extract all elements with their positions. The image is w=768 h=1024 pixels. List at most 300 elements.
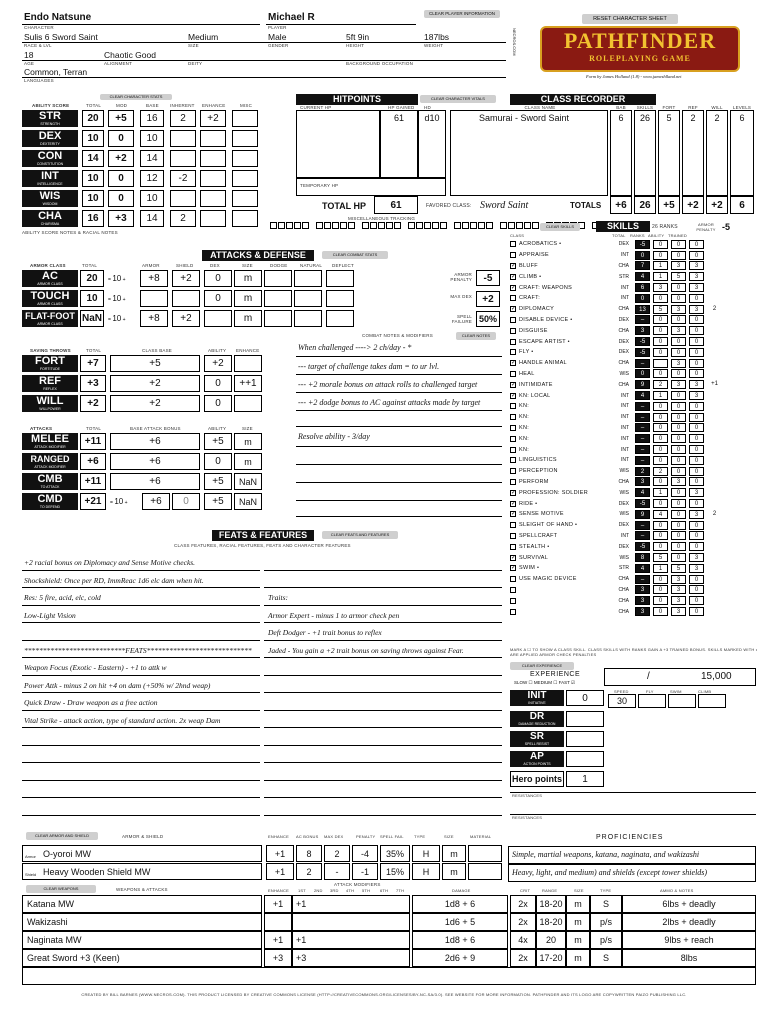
skill-class-checkbox[interactable]: ✓ xyxy=(511,511,517,518)
skill-misc[interactable] xyxy=(707,251,722,260)
skill-row[interactable] xyxy=(510,444,758,455)
ac-dex[interactable] xyxy=(204,310,232,327)
class-column-6[interactable] xyxy=(730,110,754,196)
ac-shield[interactable]: +2 xyxy=(172,310,200,327)
ability-mod[interactable]: 0 xyxy=(108,130,134,147)
skill-class-checkbox[interactable] xyxy=(510,436,516,442)
tracking-group[interactable] xyxy=(454,222,493,229)
weapon-range[interactable]: 18-20 xyxy=(536,895,566,913)
skill-row[interactable] xyxy=(510,541,758,552)
tracking-checkbox[interactable] xyxy=(524,222,531,229)
proficiencies-line-2[interactable]: Heavy, light, and medium) and shields (except tower shields) xyxy=(508,864,756,882)
skill-misc[interactable] xyxy=(707,283,722,292)
weapon-name-box[interactable] xyxy=(22,913,262,931)
skill-ranks[interactable]: 0 xyxy=(653,596,668,605)
skill-row[interactable] xyxy=(510,315,758,326)
skill-class-checkbox[interactable]: ✓ xyxy=(511,381,517,388)
tracking-checkbox[interactable] xyxy=(516,222,523,229)
skill-ranks[interactable]: 1 xyxy=(653,391,668,400)
skill-ranks[interactable]: 3 xyxy=(653,283,668,292)
attack-total[interactable]: +6 xyxy=(80,453,106,470)
skill-misc[interactable] xyxy=(707,542,722,551)
ac-total[interactable]: NaN xyxy=(80,310,104,327)
ac-natural[interactable] xyxy=(294,290,322,307)
skill-row[interactable] xyxy=(510,563,758,574)
tracking-checkbox[interactable] xyxy=(362,222,369,229)
ability-misc[interactable] xyxy=(232,170,258,187)
tracking-checkbox[interactable] xyxy=(302,222,309,229)
size-value[interactable]: Medium xyxy=(188,32,219,42)
weapon-enhance[interactable] xyxy=(264,913,292,931)
skill-class-checkbox[interactable]: ✓ xyxy=(511,273,517,280)
ability-mod[interactable]: +3 xyxy=(108,210,134,227)
weapon-notes[interactable]: 2lbs + deadly xyxy=(622,913,756,931)
ability-total[interactable]: 20 xyxy=(82,110,104,127)
tracking-checkbox[interactable] xyxy=(270,222,277,229)
skill-class-checkbox[interactable]: ✓ xyxy=(511,554,517,561)
skill-ranks[interactable]: 0 xyxy=(653,531,668,540)
weapon-damage[interactable]: 1d8 + 6 xyxy=(412,895,508,913)
ac-dex[interactable]: 0 xyxy=(204,270,232,287)
weapon-damage[interactable]: 1d8 + 6 xyxy=(412,931,508,949)
tracking-checkbox[interactable] xyxy=(416,222,423,229)
skill-misc[interactable] xyxy=(707,348,722,357)
weight-value[interactable]: 187lbs xyxy=(424,32,450,42)
ability-total[interactable]: 10 xyxy=(82,130,104,147)
skill-ranks[interactable]: 4 xyxy=(653,510,668,519)
combat-note-3[interactable]: --- +2 dodge bonus to AC against attacks made by target xyxy=(298,398,481,407)
armor-dex[interactable]: - xyxy=(324,863,350,880)
class-column-3[interactable] xyxy=(658,110,680,196)
favored-class-value[interactable]: Sword Saint xyxy=(480,200,529,211)
tracking-checkbox[interactable] xyxy=(324,222,331,229)
skill-class-checkbox[interactable] xyxy=(510,479,516,485)
save-total[interactable]: +3 xyxy=(80,375,106,392)
skill-ranks[interactable]: 0 xyxy=(653,434,668,443)
ability-enhance[interactable]: +2 xyxy=(200,110,226,127)
skill-misc[interactable] xyxy=(707,369,722,378)
skill-ranks[interactable]: 0 xyxy=(653,445,668,454)
skill-misc[interactable] xyxy=(707,467,722,476)
ability-inherent[interactable]: -2 xyxy=(170,170,196,187)
skill-class-checkbox[interactable] xyxy=(510,339,516,345)
skill-misc[interactable] xyxy=(707,564,722,573)
weapon-notes[interactable]: 8lbs xyxy=(622,949,756,967)
feat-right-5[interactable]: Jaded - You gain a +2 trait bonus on saving throws against Fear. xyxy=(268,646,464,655)
tracking-checkbox[interactable] xyxy=(424,222,431,229)
armor-enh[interactable]: +1 xyxy=(266,863,294,880)
save-enhance[interactable]: ++1 xyxy=(234,375,262,392)
tracking-checkbox[interactable] xyxy=(532,222,539,229)
climb-value[interactable] xyxy=(698,694,726,708)
hero-points-value[interactable]: 1 xyxy=(566,771,604,787)
skill-row[interactable] xyxy=(510,271,758,282)
tracking-checkbox[interactable] xyxy=(440,222,447,229)
weapon-notes[interactable]: 9lbs + reach xyxy=(622,931,756,949)
tracking-checkbox[interactable] xyxy=(340,222,347,229)
skill-misc[interactable] xyxy=(707,521,722,530)
tracking-checkbox[interactable] xyxy=(332,222,339,229)
clear-weapons-button[interactable]: CLEAR WEAPONS xyxy=(26,885,96,893)
skill-ranks[interactable]: 0 xyxy=(653,607,668,616)
xp-medium[interactable]: MEDIUM xyxy=(533,680,553,685)
combat-note-0[interactable]: When challenged ----> 2 ch/day - * xyxy=(298,343,412,352)
armor-sf[interactable]: 35% xyxy=(380,845,410,862)
skill-row[interactable] xyxy=(510,477,758,488)
skill-row[interactable] xyxy=(510,433,758,444)
skill-row[interactable] xyxy=(510,487,758,498)
tracking-checkbox[interactable] xyxy=(454,222,461,229)
skill-class-checkbox[interactable] xyxy=(510,522,516,528)
save-base[interactable]: +2 xyxy=(110,375,200,392)
clear-experience-button[interactable]: CLEAR EXPERIENCE xyxy=(510,662,574,670)
skill-misc[interactable] xyxy=(707,596,722,605)
reset-sheet-button[interactable]: RESET CHARACTER SHEET xyxy=(582,14,678,24)
languages-value[interactable]: Common, Terran xyxy=(24,67,88,77)
feat-right-3[interactable]: Armor Expert - minus 1 to armor check pen xyxy=(268,611,400,620)
ability-base[interactable]: 14 xyxy=(140,150,164,167)
feat-left-7[interactable]: Power Attk - minus 2 on hit +4 on dam (+50% w/ 2hnd weap) xyxy=(24,681,211,690)
skill-misc[interactable] xyxy=(707,531,722,540)
save-base[interactable]: +5 xyxy=(110,355,200,372)
ability-enhance[interactable] xyxy=(200,130,226,147)
tracking-checkbox[interactable] xyxy=(386,222,393,229)
skill-row[interactable] xyxy=(510,466,758,477)
skill-misc[interactable]: 2 xyxy=(712,510,717,517)
skill-ranks[interactable]: 0 xyxy=(653,315,668,324)
spell-failure-value[interactable]: 50% xyxy=(476,311,500,327)
armor-pen[interactable]: -1 xyxy=(352,863,378,880)
skill-misc[interactable] xyxy=(707,337,722,346)
xp-slow[interactable]: SLOW xyxy=(514,680,528,685)
ap-value[interactable] xyxy=(566,751,604,767)
skill-misc[interactable] xyxy=(707,445,722,454)
skill-class-checkbox[interactable] xyxy=(510,457,516,463)
weapon-range[interactable]: 18-20 xyxy=(536,913,566,931)
attack-total[interactable]: +11 xyxy=(80,433,106,450)
skill-class-checkbox[interactable] xyxy=(510,576,516,582)
fly-value[interactable] xyxy=(638,694,666,708)
skill-row[interactable] xyxy=(510,293,758,304)
tracking-checkbox[interactable] xyxy=(408,222,415,229)
armor-ac[interactable]: 8 xyxy=(296,845,322,862)
weapon-type[interactable]: S xyxy=(590,949,622,967)
weapon-attack-modifiers[interactable] xyxy=(292,949,410,967)
weapon-empty-row[interactable] xyxy=(22,967,756,985)
attack-size[interactable]: m xyxy=(234,433,262,450)
weapon-enhance[interactable]: +1 xyxy=(264,895,292,913)
ability-mod[interactable]: +5 xyxy=(108,110,134,127)
ability-enhance[interactable] xyxy=(200,210,226,227)
attack-ability[interactable]: 0 xyxy=(204,453,232,470)
weapon-crit[interactable]: 2x xyxy=(510,895,536,913)
skill-class-checkbox[interactable]: ✓ xyxy=(511,262,517,269)
tracking-checkbox[interactable] xyxy=(470,222,477,229)
skill-misc[interactable] xyxy=(707,553,722,562)
skill-class-checkbox[interactable] xyxy=(510,533,516,539)
weapon-type[interactable]: p/s xyxy=(590,913,622,931)
class-column-4[interactable] xyxy=(682,110,704,196)
skill-class-checkbox[interactable]: ✓ xyxy=(511,489,517,496)
weapon-enhance[interactable]: +3 xyxy=(264,949,292,967)
armor-ac[interactable]: 2 xyxy=(296,863,322,880)
feat-right-4[interactable]: Deft Dodger - +1 trait bonus to reflex xyxy=(268,628,382,637)
armor-dex[interactable]: 2 xyxy=(324,845,350,862)
attack-size[interactable]: NaN xyxy=(234,473,262,490)
tracking-checkbox[interactable] xyxy=(486,222,493,229)
player-name[interactable]: Michael R xyxy=(268,12,315,23)
skill-ranks[interactable]: 0 xyxy=(653,326,668,335)
ability-inherent[interactable]: 2 xyxy=(170,110,196,127)
skill-row[interactable] xyxy=(510,423,758,434)
skill-class-checkbox[interactable] xyxy=(510,609,516,615)
ability-base[interactable]: 10 xyxy=(140,190,164,207)
weapon-name-box[interactable] xyxy=(22,931,262,949)
save-base[interactable]: +2 xyxy=(110,395,200,412)
ac-shield[interactable] xyxy=(172,290,200,307)
tracking-checkbox[interactable] xyxy=(378,222,385,229)
weapon-damage[interactable]: 1d6 + 5 xyxy=(412,913,508,931)
skill-misc[interactable] xyxy=(707,294,722,303)
weapon-notes[interactable]: 6lbs + deadly xyxy=(622,895,756,913)
skill-class-checkbox[interactable] xyxy=(510,447,516,453)
dr-value[interactable] xyxy=(566,711,604,727)
skill-class-checkbox[interactable] xyxy=(510,328,516,334)
sr-value[interactable] xyxy=(566,731,604,747)
tracking-checkbox[interactable] xyxy=(508,222,515,229)
gender-value[interactable]: Male xyxy=(268,32,287,42)
skill-class-checkbox[interactable] xyxy=(510,425,516,431)
skill-row[interactable] xyxy=(510,379,758,390)
weapon-crit[interactable]: 2x xyxy=(510,949,536,967)
weapon-range[interactable]: 20 xyxy=(536,931,566,949)
ac-dodge[interactable] xyxy=(264,310,292,327)
feat-left-8[interactable]: Quick Draw - Draw weapon as a free action xyxy=(24,698,158,707)
ac-armor[interactable] xyxy=(140,290,168,307)
ability-enhance[interactable] xyxy=(200,150,226,167)
hp-gained-box[interactable] xyxy=(380,110,418,178)
skill-class-checkbox[interactable] xyxy=(510,317,516,323)
weapon-type[interactable]: S xyxy=(590,895,622,913)
skill-misc[interactable] xyxy=(707,391,722,400)
ac-natural[interactable] xyxy=(294,270,322,287)
feat-left-3[interactable]: Low-Light Vision xyxy=(24,611,76,620)
armor-mat[interactable] xyxy=(468,845,502,862)
tracking-checkbox[interactable] xyxy=(278,222,285,229)
skill-row[interactable] xyxy=(510,325,758,336)
class-total-4[interactable]: +2 xyxy=(706,196,728,214)
weapon-attack-modifiers[interactable] xyxy=(292,931,410,949)
skill-ranks[interactable]: 5 xyxy=(653,553,668,562)
weapon-attack-modifiers[interactable] xyxy=(292,895,410,913)
tracking-checkbox[interactable] xyxy=(286,222,293,229)
skill-misc[interactable] xyxy=(707,575,722,584)
skill-row[interactable] xyxy=(510,455,758,466)
weapon-size[interactable]: m xyxy=(566,931,590,949)
save-enhance[interactable] xyxy=(234,355,262,372)
ability-total[interactable]: 16 xyxy=(82,210,104,227)
ability-enhance[interactable] xyxy=(200,190,226,207)
skill-misc[interactable]: 2 xyxy=(712,305,717,312)
max-dex-value[interactable]: +2 xyxy=(476,291,500,307)
ac-armor[interactable]: +8 xyxy=(140,310,168,327)
skill-misc[interactable] xyxy=(707,413,722,422)
weapon-enhance[interactable]: +1 xyxy=(264,931,292,949)
skill-misc[interactable] xyxy=(707,477,722,486)
tracking-checkbox[interactable] xyxy=(500,222,507,229)
skill-misc[interactable] xyxy=(707,456,722,465)
ac-size[interactable]: m xyxy=(234,270,262,287)
ac-armor[interactable]: +8 xyxy=(140,270,168,287)
skill-ranks[interactable]: 1 xyxy=(653,272,668,281)
attack-total[interactable]: +21 xyxy=(80,493,106,510)
weapon-range[interactable]: 17-20 xyxy=(536,949,566,967)
attack-base[interactable]: +6 xyxy=(110,473,200,490)
clear-stats-button[interactable]: CLEAR CHARACTER STATS xyxy=(100,94,172,100)
skill-misc[interactable] xyxy=(707,326,722,335)
skill-row[interactable] xyxy=(510,261,758,272)
skill-misc[interactable] xyxy=(707,261,722,270)
ac-natural[interactable] xyxy=(294,310,322,327)
skill-misc[interactable] xyxy=(707,423,722,432)
ability-misc[interactable] xyxy=(232,150,258,167)
total-hp-value[interactable]: 61 xyxy=(374,196,418,214)
attack-size[interactable]: NaN xyxy=(234,493,262,510)
weapon-size[interactable]: m xyxy=(566,913,590,931)
skill-class-checkbox[interactable]: ✓ xyxy=(511,500,517,507)
ac-dodge[interactable] xyxy=(264,270,292,287)
skill-ranks[interactable]: 0 xyxy=(653,240,668,249)
clear-notes-button[interactable]: CLEAR NOTES xyxy=(456,332,496,340)
weapon-damage[interactable]: 2d6 + 9 xyxy=(412,949,508,967)
skill-row[interactable] xyxy=(510,358,758,369)
skill-ranks[interactable]: 0 xyxy=(653,294,668,303)
skill-penalty-value[interactable]: -5 xyxy=(722,222,731,232)
skill-class-checkbox[interactable] xyxy=(510,403,516,409)
skill-misc[interactable] xyxy=(707,585,722,594)
ac-dex[interactable]: 0 xyxy=(204,290,232,307)
skill-class-checkbox[interactable]: ✓ xyxy=(511,306,517,313)
cmd-mid[interactable]: 0 xyxy=(172,493,200,510)
race-class-value[interactable]: Sulis 6 Sword Saint xyxy=(24,32,98,42)
tracking-checkbox[interactable] xyxy=(370,222,377,229)
skill-row[interactable] xyxy=(510,498,758,509)
skill-row[interactable] xyxy=(510,401,758,412)
save-enhance[interactable] xyxy=(234,395,262,412)
proficiencies-line-1[interactable]: Simple, martial weapons, katana, naginata, and wakizashi xyxy=(508,846,756,864)
skill-class-checkbox[interactable]: ✓ xyxy=(511,284,517,291)
clear-player-button[interactable]: CLEAR PLAYER INFORMATION xyxy=(424,10,500,18)
swim-value[interactable] xyxy=(668,694,696,708)
experience-box[interactable] xyxy=(604,668,756,686)
skill-ranks[interactable]: 0 xyxy=(653,413,668,422)
skill-class-checkbox[interactable] xyxy=(510,544,516,550)
tracking-checkbox[interactable] xyxy=(316,222,323,229)
skill-misc[interactable] xyxy=(707,315,722,324)
weapon-crit[interactable]: 2x xyxy=(510,913,536,931)
tracking-checkbox[interactable] xyxy=(432,222,439,229)
skill-class-checkbox[interactable]: ✓ xyxy=(511,392,517,399)
feat-left-0[interactable]: +2 racial bonus on Diplomacy and Sense Motive checks. xyxy=(24,558,196,567)
ability-total[interactable]: 14 xyxy=(82,150,104,167)
class-total-3[interactable]: +2 xyxy=(682,196,704,214)
skill-class-checkbox[interactable] xyxy=(510,241,516,247)
tracking-checkbox[interactable] xyxy=(294,222,301,229)
skill-row[interactable] xyxy=(510,520,758,531)
armor-enh[interactable]: +1 xyxy=(266,845,294,862)
feat-right-2[interactable]: Traits: xyxy=(268,593,289,602)
save-ability[interactable]: 0 xyxy=(204,395,232,412)
ability-inherent[interactable]: 2 xyxy=(170,210,196,227)
skill-class-checkbox[interactable] xyxy=(510,587,516,593)
combat-note-1[interactable]: --- target of challenge takes dam = to ur lvl. xyxy=(298,362,440,371)
armor-mat[interactable] xyxy=(468,863,502,880)
skill-row[interactable] xyxy=(510,282,758,293)
armor-size[interactable]: m xyxy=(442,863,466,880)
skill-row[interactable] xyxy=(510,531,758,542)
class-total-2[interactable]: +5 xyxy=(658,196,680,214)
attack-ability[interactable]: +5 xyxy=(204,493,232,510)
skill-row[interactable] xyxy=(510,509,758,520)
ability-base[interactable]: 14 xyxy=(140,210,164,227)
weapon-name-box[interactable] xyxy=(22,949,262,967)
tracking-group[interactable] xyxy=(270,222,309,229)
class-column-1[interactable] xyxy=(610,110,632,196)
speed-value[interactable]: 30 xyxy=(608,694,636,708)
attack-base[interactable]: +6 xyxy=(110,453,200,470)
skill-ranks[interactable]: 0 xyxy=(653,477,668,486)
tracking-group[interactable] xyxy=(316,222,355,229)
skill-class-checkbox[interactable] xyxy=(510,468,516,474)
alignment-value[interactable]: Chaotic Good xyxy=(104,50,156,60)
skill-ranks[interactable]: 0 xyxy=(653,402,668,411)
skill-class-checkbox[interactable] xyxy=(510,349,516,355)
skill-class-checkbox[interactable] xyxy=(510,295,516,301)
weapon-type[interactable]: p/s xyxy=(590,931,622,949)
ability-inherent[interactable] xyxy=(170,190,196,207)
skill-misc[interactable] xyxy=(707,488,722,497)
armor-type[interactable]: H xyxy=(412,863,440,880)
class-total-0[interactable]: +6 xyxy=(610,196,632,214)
skill-row[interactable] xyxy=(510,239,758,250)
skill-ranks[interactable]: 0 xyxy=(653,499,668,508)
skill-ranks[interactable]: 0 xyxy=(653,585,668,594)
skill-row[interactable] xyxy=(510,585,758,596)
skill-misc[interactable] xyxy=(707,607,722,616)
class-total-1[interactable]: 26 xyxy=(634,196,656,214)
ac-size[interactable]: m xyxy=(234,290,262,307)
skill-misc[interactable] xyxy=(707,240,722,249)
ability-enhance[interactable] xyxy=(200,170,226,187)
attack-total[interactable]: +11 xyxy=(80,473,106,490)
save-total[interactable]: +2 xyxy=(80,395,106,412)
current-hp-box[interactable] xyxy=(296,110,380,178)
weapon-crit[interactable]: 4x xyxy=(510,931,536,949)
weapon-name-box[interactable] xyxy=(22,895,262,913)
skill-misc[interactable] xyxy=(707,434,722,443)
feat-left-1[interactable]: Shockshield: Once per RD, ImmReac 1d6 elc dam when hit. xyxy=(24,576,204,585)
skill-ranks[interactable]: 0 xyxy=(653,348,668,357)
skill-row[interactable] xyxy=(510,412,758,423)
armor-name-box[interactable] xyxy=(22,845,262,862)
class-column-5[interactable] xyxy=(706,110,728,196)
armor-type[interactable]: H xyxy=(412,845,440,862)
ac-total[interactable]: 20 xyxy=(80,270,104,287)
skill-row[interactable] xyxy=(510,606,758,617)
ability-mod[interactable]: 0 xyxy=(108,190,134,207)
ability-misc[interactable] xyxy=(232,110,258,127)
ability-inherent[interactable] xyxy=(170,150,196,167)
